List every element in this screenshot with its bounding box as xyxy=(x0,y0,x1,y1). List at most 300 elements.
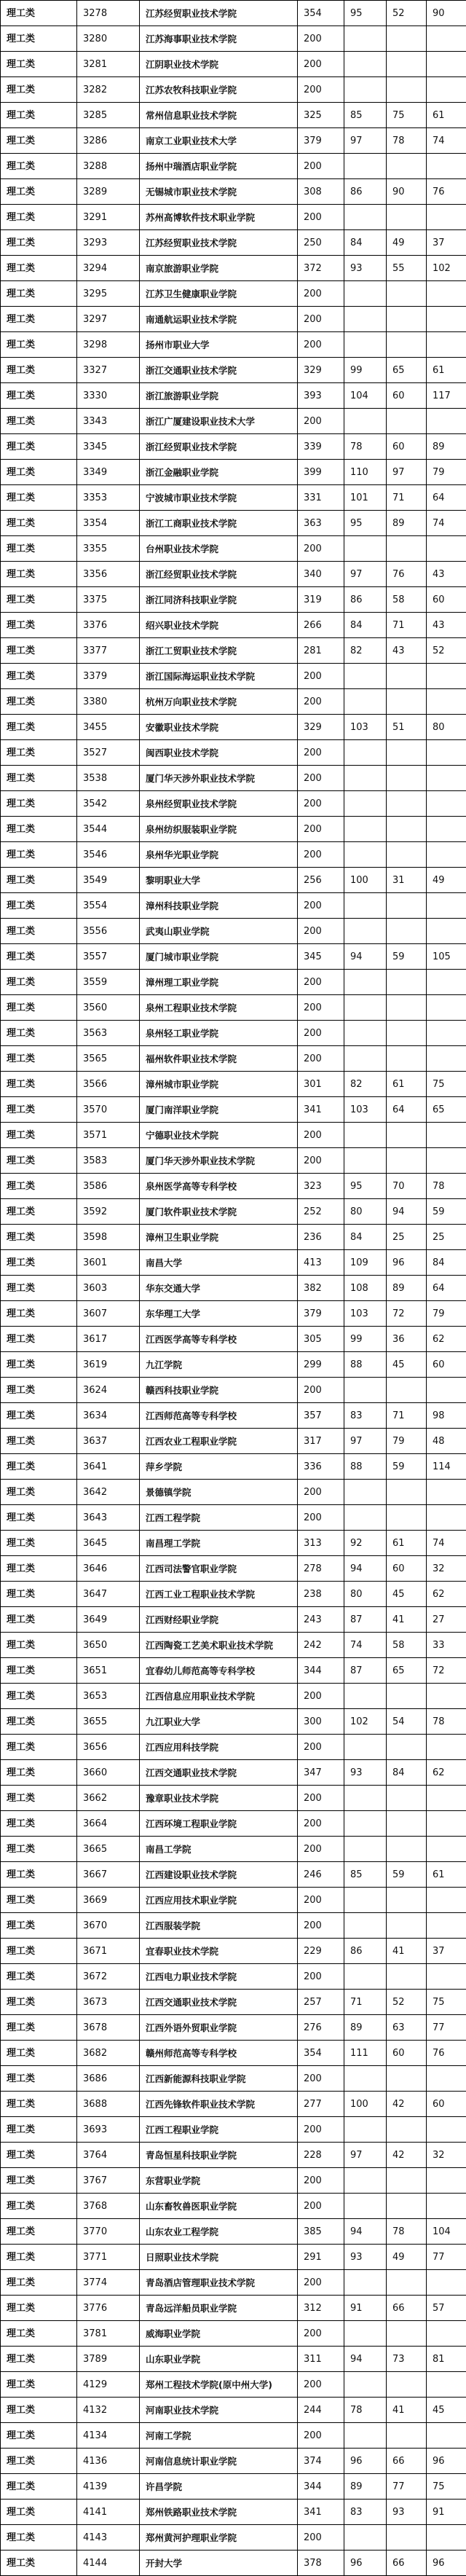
score-cell-a xyxy=(344,2066,387,2092)
school-code-cell: 4141 xyxy=(77,2500,140,2525)
table-row xyxy=(1,1658,466,1684)
score-cell-b: 73 xyxy=(387,2347,427,2372)
score-cell-b: 58 xyxy=(387,587,427,613)
total-score-cell: 257 xyxy=(298,1990,344,2015)
school-code-cell: 3557 xyxy=(77,944,140,970)
school-code-cell: 3650 xyxy=(77,1633,140,1658)
school-code-cell: 3601 xyxy=(77,1250,140,1276)
score-cell-c xyxy=(427,1480,466,1505)
score-cell-c: 32 xyxy=(427,2143,466,2168)
category-cell: 理工类 xyxy=(1,1964,77,1990)
school-name-cell: 江西工程职业学院 xyxy=(140,2117,298,2143)
score-cell-b xyxy=(387,205,427,230)
school-code-cell: 3527 xyxy=(77,740,140,766)
category-cell: 理工类 xyxy=(1,2372,77,2398)
score-cell-b: 41 xyxy=(387,1939,427,1964)
total-score-cell: 200 xyxy=(298,1046,344,1072)
category-cell: 理工类 xyxy=(1,1684,77,1709)
total-score-cell: 313 xyxy=(298,1531,344,1556)
score-cell-b: 97 xyxy=(387,460,427,485)
score-cell-b xyxy=(387,2270,427,2296)
score-cell-a: 87 xyxy=(344,1658,387,1684)
school-code-cell: 3667 xyxy=(77,1862,140,1888)
school-code-cell: 3281 xyxy=(77,52,140,77)
score-cell-a: 94 xyxy=(344,1556,387,1582)
school-code-cell: 4143 xyxy=(77,2525,140,2551)
score-cell-a xyxy=(344,2423,387,2449)
school-code-cell: 3673 xyxy=(77,1990,140,2015)
total-score-cell: 363 xyxy=(298,511,344,536)
score-cell-c xyxy=(427,281,466,307)
score-cell-c: 62 xyxy=(427,1582,466,1607)
school-name-cell: 许昌学院 xyxy=(140,2474,298,2500)
table-row xyxy=(1,587,466,613)
score-cell-a xyxy=(344,893,387,919)
school-code-cell: 4132 xyxy=(77,2398,140,2423)
score-cell-a: 108 xyxy=(344,1276,387,1301)
school-code-cell: 3297 xyxy=(77,307,140,332)
score-cell-c: 96 xyxy=(427,2551,466,2576)
category-cell: 理工类 xyxy=(1,817,77,842)
table-row xyxy=(1,2398,466,2423)
score-cell-c: 60 xyxy=(427,1352,466,1378)
category-cell: 理工类 xyxy=(1,154,77,179)
table-row xyxy=(1,52,466,77)
score-cell-b: 94 xyxy=(387,1199,427,1225)
score-cell-b: 66 xyxy=(387,2449,427,2474)
total-score-cell: 329 xyxy=(298,358,344,383)
score-cell-a xyxy=(344,2168,387,2194)
school-name-cell: 泉州纺织服装职业学院 xyxy=(140,817,298,842)
score-cell-b: 49 xyxy=(387,230,427,256)
category-cell: 理工类 xyxy=(1,664,77,689)
school-name-cell: 东营职业学院 xyxy=(140,2168,298,2194)
score-cell-b xyxy=(387,1811,427,1837)
category-cell: 理工类 xyxy=(1,715,77,740)
score-cell-a xyxy=(344,1505,387,1531)
score-cell-b: 71 xyxy=(387,613,427,638)
school-code-cell: 3624 xyxy=(77,1378,140,1403)
score-cell-a: 95 xyxy=(344,511,387,536)
table-row xyxy=(1,1378,466,1403)
score-cell-a: 78 xyxy=(344,2398,387,2423)
school-name-cell: 江西先锋软件职业技术学院 xyxy=(140,2092,298,2117)
total-score-cell: 347 xyxy=(298,1760,344,1786)
score-cell-a xyxy=(344,409,387,434)
category-cell: 理工类 xyxy=(1,307,77,332)
score-cell-a xyxy=(344,77,387,103)
table-row xyxy=(1,2474,466,2500)
score-cell-a: 71 xyxy=(344,1990,387,2015)
score-cell-b xyxy=(387,1684,427,1709)
score-cell-c: 52 xyxy=(427,638,466,664)
school-code-cell: 3693 xyxy=(77,2117,140,2143)
table-row xyxy=(1,2117,466,2143)
school-name-cell: 江西工业工程职业技术学院 xyxy=(140,1582,298,1607)
school-code-cell: 3619 xyxy=(77,1352,140,1378)
score-cell-b: 84 xyxy=(387,1760,427,1786)
score-cell-b: 45 xyxy=(387,1352,427,1378)
score-cell-b xyxy=(387,2117,427,2143)
score-cell-c xyxy=(427,2194,466,2219)
score-cell-b: 65 xyxy=(387,1658,427,1684)
table-row xyxy=(1,1403,466,1429)
school-code-cell: 3603 xyxy=(77,1276,140,1301)
score-cell-c xyxy=(427,1123,466,1148)
category-cell: 理工类 xyxy=(1,1352,77,1378)
score-cell-a xyxy=(344,1837,387,1862)
total-score-cell: 236 xyxy=(298,1225,344,1250)
total-score-cell: 200 xyxy=(298,791,344,817)
score-cell-c: 43 xyxy=(427,562,466,587)
school-code-cell: 3546 xyxy=(77,842,140,868)
score-cell-a: 110 xyxy=(344,460,387,485)
table-row xyxy=(1,1327,466,1352)
table-row xyxy=(1,2219,466,2245)
score-cell-a xyxy=(344,1888,387,1913)
category-cell: 理工类 xyxy=(1,2066,77,2092)
category-cell: 理工类 xyxy=(1,1072,77,1097)
table-row xyxy=(1,2525,466,2551)
category-cell: 理工类 xyxy=(1,2347,77,2372)
school-code-cell: 4144 xyxy=(77,2551,140,2576)
table-row xyxy=(1,1990,466,2015)
school-name-cell: 山东畜牧兽医职业学院 xyxy=(140,2194,298,2219)
score-cell-a: 94 xyxy=(344,2219,387,2245)
school-code-cell: 3560 xyxy=(77,995,140,1021)
table-row xyxy=(1,1301,466,1327)
category-cell: 理工类 xyxy=(1,281,77,307)
table-row xyxy=(1,332,466,358)
score-cell-c xyxy=(427,2066,466,2092)
score-cell-c: 27 xyxy=(427,1607,466,1633)
score-cell-b: 70 xyxy=(387,1174,427,1199)
score-cell-b xyxy=(387,664,427,689)
total-score-cell: 200 xyxy=(298,766,344,791)
total-score-cell: 329 xyxy=(298,715,344,740)
total-score-cell: 200 xyxy=(298,2423,344,2449)
category-cell: 理工类 xyxy=(1,1327,77,1352)
category-cell: 理工类 xyxy=(1,434,77,460)
score-cell-a xyxy=(344,154,387,179)
total-score-cell: 229 xyxy=(298,1939,344,1964)
school-name-cell: 青岛酒店管理职业技术学院 xyxy=(140,2270,298,2296)
school-name-cell: 厦门华天涉外职业技术学院 xyxy=(140,766,298,791)
school-code-cell: 3645 xyxy=(77,1531,140,1556)
total-score-cell: 311 xyxy=(298,2347,344,2372)
score-cell-c: 91 xyxy=(427,2500,466,2525)
school-code-cell: 3549 xyxy=(77,868,140,893)
table-row xyxy=(1,307,466,332)
school-code-cell: 3655 xyxy=(77,1709,140,1735)
score-cell-a: 93 xyxy=(344,1760,387,1786)
score-cell-b: 49 xyxy=(387,2245,427,2270)
score-cell-b: 52 xyxy=(387,1,427,26)
score-cell-c xyxy=(427,842,466,868)
school-code-cell: 3291 xyxy=(77,205,140,230)
score-cell-b: 78 xyxy=(387,128,427,154)
score-cell-c: 37 xyxy=(427,1939,466,1964)
table-row xyxy=(1,2423,466,2449)
table-row xyxy=(1,2015,466,2041)
category-cell: 理工类 xyxy=(1,1990,77,2015)
category-cell: 理工类 xyxy=(1,256,77,281)
score-cell-b: 66 xyxy=(387,2551,427,2576)
school-name-cell: 泉州医学高等专科学校 xyxy=(140,1174,298,1199)
total-score-cell: 200 xyxy=(298,817,344,842)
category-cell: 理工类 xyxy=(1,2168,77,2194)
category-cell: 理工类 xyxy=(1,179,77,205)
total-score-cell: 277 xyxy=(298,2092,344,2117)
score-cell-b xyxy=(387,1888,427,1913)
school-name-cell: 萍乡学院 xyxy=(140,1454,298,1480)
school-code-cell: 3571 xyxy=(77,1123,140,1148)
score-cell-b: 31 xyxy=(387,868,427,893)
score-cell-c xyxy=(427,919,466,944)
school-name-cell: 江西交通职业技术学院 xyxy=(140,1990,298,2015)
school-name-cell: 赣西科技职业学院 xyxy=(140,1378,298,1403)
score-cell-a xyxy=(344,1046,387,1072)
total-score-cell: 200 xyxy=(298,332,344,358)
score-cell-c xyxy=(427,1913,466,1939)
score-cell-b xyxy=(387,2194,427,2219)
school-code-cell: 3643 xyxy=(77,1505,140,1531)
total-score-cell: 200 xyxy=(298,970,344,995)
school-name-cell: 赣州师范高等专科学校 xyxy=(140,2041,298,2066)
school-name-cell: 厦门软件职业技术学院 xyxy=(140,1199,298,1225)
category-cell: 理工类 xyxy=(1,1709,77,1735)
score-cell-b: 65 xyxy=(387,358,427,383)
table-row xyxy=(1,1276,466,1301)
score-cell-b: 72 xyxy=(387,1301,427,1327)
school-code-cell: 3768 xyxy=(77,2194,140,2219)
total-score-cell: 393 xyxy=(298,383,344,409)
total-score-cell: 399 xyxy=(298,460,344,485)
category-cell: 理工类 xyxy=(1,1556,77,1582)
score-cell-a xyxy=(344,281,387,307)
score-cell-a: 88 xyxy=(344,1352,387,1378)
school-code-cell: 4134 xyxy=(77,2423,140,2449)
score-cell-c xyxy=(427,766,466,791)
score-cell-c xyxy=(427,791,466,817)
table-row xyxy=(1,536,466,562)
score-cell-a: 97 xyxy=(344,1429,387,1454)
score-cell-c: 75 xyxy=(427,1072,466,1097)
total-score-cell: 354 xyxy=(298,2041,344,2066)
school-name-cell: 山东职业学院 xyxy=(140,2347,298,2372)
category-cell: 理工类 xyxy=(1,230,77,256)
school-name-cell: 常州信息职业技术学院 xyxy=(140,103,298,128)
category-cell: 理工类 xyxy=(1,77,77,103)
table-row xyxy=(1,766,466,791)
category-cell: 理工类 xyxy=(1,1123,77,1148)
table-row xyxy=(1,1174,466,1199)
score-cell-b: 58 xyxy=(387,1633,427,1658)
school-code-cell: 3649 xyxy=(77,1607,140,1633)
school-code-cell: 3664 xyxy=(77,1811,140,1837)
score-cell-c: 77 xyxy=(427,2015,466,2041)
score-cell-a: 97 xyxy=(344,2143,387,2168)
school-code-cell: 4139 xyxy=(77,2474,140,2500)
score-cell-a: 96 xyxy=(344,2551,387,2576)
category-cell: 理工类 xyxy=(1,2500,77,2525)
score-cell-a: 97 xyxy=(344,128,387,154)
category-cell: 理工类 xyxy=(1,970,77,995)
category-cell: 理工类 xyxy=(1,383,77,409)
score-cell-c: 74 xyxy=(427,1531,466,1556)
score-cell-a: 100 xyxy=(344,2092,387,2117)
school-name-cell: 南京旅游职业学院 xyxy=(140,256,298,281)
total-score-cell: 340 xyxy=(298,562,344,587)
table-row xyxy=(1,103,466,128)
category-cell: 理工类 xyxy=(1,2398,77,2423)
table-row xyxy=(1,715,466,740)
category-cell: 理工类 xyxy=(1,2449,77,2474)
score-cell-c: 33 xyxy=(427,1633,466,1658)
category-cell: 理工类 xyxy=(1,1250,77,1276)
total-score-cell: 382 xyxy=(298,1276,344,1301)
score-cell-c: 89 xyxy=(427,434,466,460)
score-cell-c xyxy=(427,995,466,1021)
score-cell-c: 61 xyxy=(427,358,466,383)
category-cell: 理工类 xyxy=(1,1225,77,1250)
score-cell-b xyxy=(387,995,427,1021)
category-cell: 理工类 xyxy=(1,1760,77,1786)
score-cell-b: 96 xyxy=(387,1250,427,1276)
category-cell: 理工类 xyxy=(1,2321,77,2347)
table-row xyxy=(1,1607,466,1633)
school-name-cell: 浙江工商职业技术学院 xyxy=(140,511,298,536)
category-cell: 理工类 xyxy=(1,205,77,230)
total-score-cell: 378 xyxy=(298,2551,344,2576)
total-score-cell: 252 xyxy=(298,1199,344,1225)
category-cell: 理工类 xyxy=(1,2092,77,2117)
school-code-cell: 3669 xyxy=(77,1888,140,1913)
school-name-cell: 南昌大学 xyxy=(140,1250,298,1276)
score-cell-b xyxy=(387,1786,427,1811)
score-cell-a xyxy=(344,2270,387,2296)
score-cell-c: 64 xyxy=(427,485,466,511)
school-name-cell: 杭州万向职业技术学院 xyxy=(140,689,298,715)
school-name-cell: 九江职业大学 xyxy=(140,1709,298,1735)
score-cell-b xyxy=(387,409,427,434)
score-cell-c: 49 xyxy=(427,868,466,893)
school-code-cell: 3282 xyxy=(77,77,140,103)
school-name-cell: 江西师范高等专科学校 xyxy=(140,1403,298,1429)
score-cell-a xyxy=(344,205,387,230)
score-cell-b xyxy=(387,1123,427,1148)
score-cell-b: 61 xyxy=(387,1531,427,1556)
table-row xyxy=(1,1837,466,1862)
total-score-cell: 200 xyxy=(298,2194,344,2219)
school-code-cell: 3542 xyxy=(77,791,140,817)
table-row xyxy=(1,2270,466,2296)
table-row xyxy=(1,2551,466,2576)
total-score-cell: 200 xyxy=(298,664,344,689)
score-cell-c: 60 xyxy=(427,2092,466,2117)
score-cell-b: 60 xyxy=(387,434,427,460)
total-score-cell: 200 xyxy=(298,740,344,766)
category-cell: 理工类 xyxy=(1,1913,77,1939)
score-cell-b: 93 xyxy=(387,2500,427,2525)
category-cell: 理工类 xyxy=(1,587,77,613)
school-code-cell: 3298 xyxy=(77,332,140,358)
score-cell-b xyxy=(387,893,427,919)
score-cell-b xyxy=(387,1148,427,1174)
score-cell-b xyxy=(387,52,427,77)
score-cell-b xyxy=(387,2372,427,2398)
table-row xyxy=(1,205,466,230)
school-name-cell: 泉州华光职业学院 xyxy=(140,842,298,868)
score-cell-c xyxy=(427,1046,466,1072)
school-name-cell: 江西医学高等专科学校 xyxy=(140,1327,298,1352)
score-cell-c: 117 xyxy=(427,383,466,409)
score-cell-b: 25 xyxy=(387,1225,427,1250)
score-cell-c: 64 xyxy=(427,1276,466,1301)
score-cell-a: 93 xyxy=(344,2245,387,2270)
table-row xyxy=(1,2194,466,2219)
school-name-cell: 江西服装学院 xyxy=(140,1913,298,1939)
category-cell: 理工类 xyxy=(1,1939,77,1964)
category-cell: 理工类 xyxy=(1,1811,77,1837)
score-cell-c: 37 xyxy=(427,230,466,256)
score-cell-a xyxy=(344,1480,387,1505)
total-score-cell: 319 xyxy=(298,587,344,613)
score-cell-b xyxy=(387,1046,427,1072)
table-row xyxy=(1,664,466,689)
school-name-cell: 江西外语外贸职业学院 xyxy=(140,2015,298,2041)
score-cell-a xyxy=(344,689,387,715)
score-cell-b xyxy=(387,919,427,944)
score-cell-a xyxy=(344,919,387,944)
score-cell-a xyxy=(344,817,387,842)
school-code-cell: 3278 xyxy=(77,1,140,26)
score-cell-c: 74 xyxy=(427,511,466,536)
table-row xyxy=(1,1480,466,1505)
total-score-cell: 357 xyxy=(298,1403,344,1429)
score-cell-c: 32 xyxy=(427,1556,466,1582)
score-cell-b: 60 xyxy=(387,1556,427,1582)
school-name-cell: 南通航运职业技术学院 xyxy=(140,307,298,332)
school-code-cell: 3607 xyxy=(77,1301,140,1327)
category-cell: 理工类 xyxy=(1,1607,77,1633)
score-cell-a: 83 xyxy=(344,1403,387,1429)
total-score-cell: 200 xyxy=(298,1123,344,1148)
score-cell-b xyxy=(387,281,427,307)
school-name-cell: 浙江经贸职业技术学院 xyxy=(140,434,298,460)
category-cell: 理工类 xyxy=(1,766,77,791)
category-cell: 理工类 xyxy=(1,1097,77,1123)
category-cell: 理工类 xyxy=(1,740,77,766)
school-code-cell: 3563 xyxy=(77,1021,140,1046)
school-code-cell: 3353 xyxy=(77,485,140,511)
school-code-cell: 3672 xyxy=(77,1964,140,1990)
school-name-cell: 扬州市职业大学 xyxy=(140,332,298,358)
score-cell-c: 61 xyxy=(427,103,466,128)
total-score-cell: 200 xyxy=(298,1837,344,1862)
score-cell-c: 43 xyxy=(427,613,466,638)
table-row xyxy=(1,562,466,587)
total-score-cell: 341 xyxy=(298,1097,344,1123)
table-row xyxy=(1,1964,466,1990)
total-score-cell: 200 xyxy=(298,1684,344,1709)
school-code-cell: 3646 xyxy=(77,1556,140,1582)
total-score-cell: 354 xyxy=(298,1,344,26)
score-cell-c xyxy=(427,1888,466,1913)
school-name-cell: 宁波城市职业技术学院 xyxy=(140,485,298,511)
table-row xyxy=(1,944,466,970)
table-row xyxy=(1,893,466,919)
